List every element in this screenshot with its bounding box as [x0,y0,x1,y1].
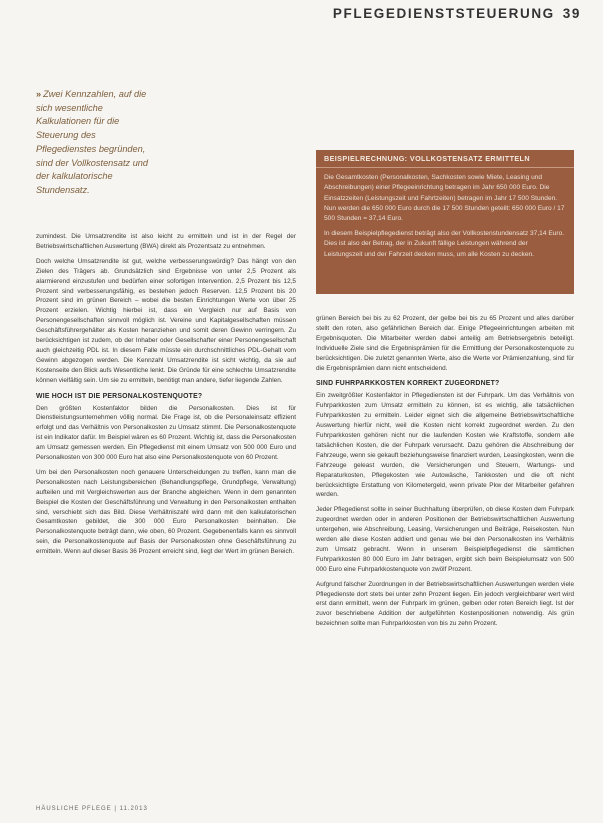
body-paragraph: zumindest. Die Umsatzrendite ist also leicht zu ermitteln und ist in der Regel der Betriebswirtschaftlichen Auswertung (BWA) direkt als Prozentsatz zu entnehmen. [36,233,296,250]
body-paragraph: Aufgrund falscher Zuordnungen in der Betriebswirtschaftlichen Auswertungen werden viele Pflegedienste dort stets bei unter zehn Prozent liegen. Ein jedoch vergleichbarer wert wird erst dann ermittelt, wenn der Fuhrpark im grünen, gelben oder roten Bereich liegt. Ist der zuvor beschriebene Addition der aufgeführten Kostenpositionen notwendig. Als grün bezeichnen sollte man Fuhrparkkosten von bis zu zehn Prozent. [316,580,574,628]
example-box [316,150,574,294]
example-box-title: BEISPIELRECHNUNG: VOLLKOSTENSATZ ERMITTELN [316,150,574,168]
body-paragraph: Den größten Kostenfaktor bilden die Personalkosten. Dies ist für Dienstleistungsunternehmen völlig normal. Die Frage ist, ob die Personaleinsatz effizient erfolgt und das Verhältnis von Personalkosten zu Umsatz stimmt. Die Personalkostenquote ist ein Indikator dafür. Im Beispiel wären es 60 Prozent. Wichtig ist, dass die Personalkosten am Umsatz gemessen werden. Ein Pflegedienst mit einem Umsatz von 500 000 Euro und Personalkosten von 300 000 Euro hat also eine Personalkostenquote von 60 Prozent. [36,404,297,462]
example-box-body [316,168,574,260]
body-paragraph: Jeder Pflegedienst sollte in seiner Buchhaltung überprüfen, ob diese Kosten dem Fuhrpark zugeordnet werden oder in anderen Positionen der Betriebswirtschaftlichen Auswertung untergehen, wie Abschreibung, Leasing, Versicherungen und Beiträge, Reisekosten. Nun werden alle diese Kosten addiert und genau wie bei den Personalkosten ins Verhältnis zum Umsatz gebracht. Wenn in unserem Beispielpflegedienst die sämtlichen Fuhrparkkosten 80 000 Euro im Jahr betragen, ergibt sich beim Beispielumsatz von 500 000 Euro eine Fuhrparkkostenquote von zwölf Prozent. [316,506,574,573]
example-box-paragraph: Die Gesamtkosten (Personalkosten, Sachkosten sowie Miete, Leasing und Abschreibungen) einer Pflegeeinrichtung betragen im Jahr 650 000 Euro. Die Einsatzzeiten (Leistungszeit und Fahrtzeiten) betragen im Jahr 17 500 Stunden. Nun werden die 650 000 Euro durch die 17 500 Stunden geteilt: 650 000 Euro / 17 500 Stunden = 37,14 Euro. [324,174,565,223]
page-number: 39 [562,6,581,21]
body-paragraph: Um bei den Personalkosten noch genauere Unterscheidungen zu treffen, kann man die Personalkosten nach Leistungsbereichen (Behandlungspflege, Grundpflege, Verwaltung) aufteilen und mit Vergleichswerten aus der Branche abgleichen. Wenn in dem genannten Beispiel die Kosten der Geschäftsführung und Verwaltung in den Personalkosten enthalten sind, verschiebt sich das Bild. Diese Verhältniszahl wird dann mit den kalkulatorischen Gesamtkosten gebildet, die 300 000 Euro Personalkosten beinhalten. Die Personalkostenquote beträgt dann, wie oben, 60 Prozent. Gegebenenfalls kann es sinnvoll sein, die Personalkostenquote auf Basis der Personalkosten ohne Geschäftsführung zu ermitteln. Wenn auf dieser Basis 36 Prozent erreicht sind, liegt der Wert im grünen Bereich. [36,468,296,556]
body-paragraph: Doch welche Umsatzrendite ist gut, welche verbesserungswürdig? Das hängt von den Zielen des Trägers ab. Grundsätzlich sind Ergebnisse von unter 2,5 Prozent als alarmierend einzustufen und bedürfen einer sofortigen Intervention. 2,5 Prozent bis 12,5 Prozent sind verbesserungsfähig, es bestehen jedoch Reserven. 12,5 Prozent bis 20 Prozent sind im grünen Bereich – wobei die besten Einrichtungen Werte von über 25 Prozent erzielen. Wichtig hierbei ist, dass ein Vergleich nur auf Basis von Personengesellschaften sinnvoll möglich ist. Vereine und Kapitalgesellschaften müssen Geschäftsführergehälter als Kosten heranziehen und somit deren Gewinn verringern. Zu berücksichtigen ist zudem, ob der Inhaber oder Gesellschafter einer Personengesellschaft auch gleichzeitig PDL ist. In diesem Falle müsste ein durchschnittliches PDL-Gehalt vom Gewinn abgezogen werden. Die Kennzahl Umsatzrendite ist sicht wichtig, da sie auf Kostenseite den Blick aufs Wesentliche lenkt. Die Gründe für eine schlechte Umsatzrendite können vielfältig sein. Um sie zu ermitteln, benötigt man andere, tiefer liegende Zahlen. [36,257,296,384]
footer: HÄUSLICHE PFLEGE | 11.2013 [36,806,148,812]
quote-mark: » [36,89,42,99]
pull-quote-text: Zwei Kennzahlen, auf die sich wesentliche Kalkulationen für die Steuerung des Pflegedienstes begründen, sind der Vollkostensatz und der kalkulatorische Stundensatz. [36,89,149,195]
running-header [333,6,581,21]
section-heading: WIE HOCH IST DIE PERSONALKOSTENQUOTE? [36,392,203,400]
section-heading: SIND FUHRPARKKOSTEN KORREKT ZUGEORDNET? [316,380,500,388]
right-column [316,314,574,634]
example-box-paragraph: In diesem Beispielpflegedienst beträgt also der Vollkostenstundensatz 37,14 Euro. Dies ist also der Betrag, der in Zukunft fällige Leistungen während der Leistungszeit und der Fahrzeit decken muss, um alle Kosten zu decken. [324,230,565,258]
body-paragraph: grünen Bereich bei bis zu 62 Prozent, der gelbe bei bis zu 65 Prozent und alles darüber stellt den roten, also gefährlichen Bereich dar. Einige Pflegeeinrichtungen arbeiten mit Ergebnisquoten. Die Mitarbeiter werden dabei anteilig am Betriebsergebnis beteiligt. Individuelle Ziele sind die Ergebnisprämien für die Ermittlung der Personalkostenquote zu berücksichtigen. Die zuletzt genannten Werte, also die Werte vor Prämienzahlung, sind für die Ergebnisprämien dann nicht entscheidend. [316,315,574,372]
section-title: PFLEGEDIENSTSTEUERUNG [332,6,555,21]
body-paragraph: Ein zweitgrößter Kostenfaktor in Pflegediensten ist der Fuhrpark. Um das Verhältnis von Fuhrparkkosten zum Umsatz ermitteln zu können, ist es wichtig, alle tatsächlichen Fuhrparkkosten zu ermitteln. Leider eignet sich die allgemeine Betriebswirtschaftliche Auswertung hierfür nicht, weil die Kosten nicht korrekt zugeordnet werden. Zu den Fuhrparkkosten gehören nicht nur die laufenden Kosten wie Kraftstoffe, sondern alle tatsächlichen Kosten, die der Fuhrpark verursacht. Dazu gehören die Abschreibung der Fahrzeuge, wenn sie gekauft beziehungsweise finanziert wurden, Leasingkosten, wenn die Fahrzeuge geleast wurden, die Versicherungen und Steuern, Wartungs- und Reparaturkosten, Pflegekosten wie Autowäsche, Tankkosten und die oft nicht berücksichtigte Erstattung von Kilometergeld, wenn private Pkw der Mitarbeiter gefahren werden. [316,392,574,499]
pull-quote [36,88,158,198]
left-column [36,232,296,562]
